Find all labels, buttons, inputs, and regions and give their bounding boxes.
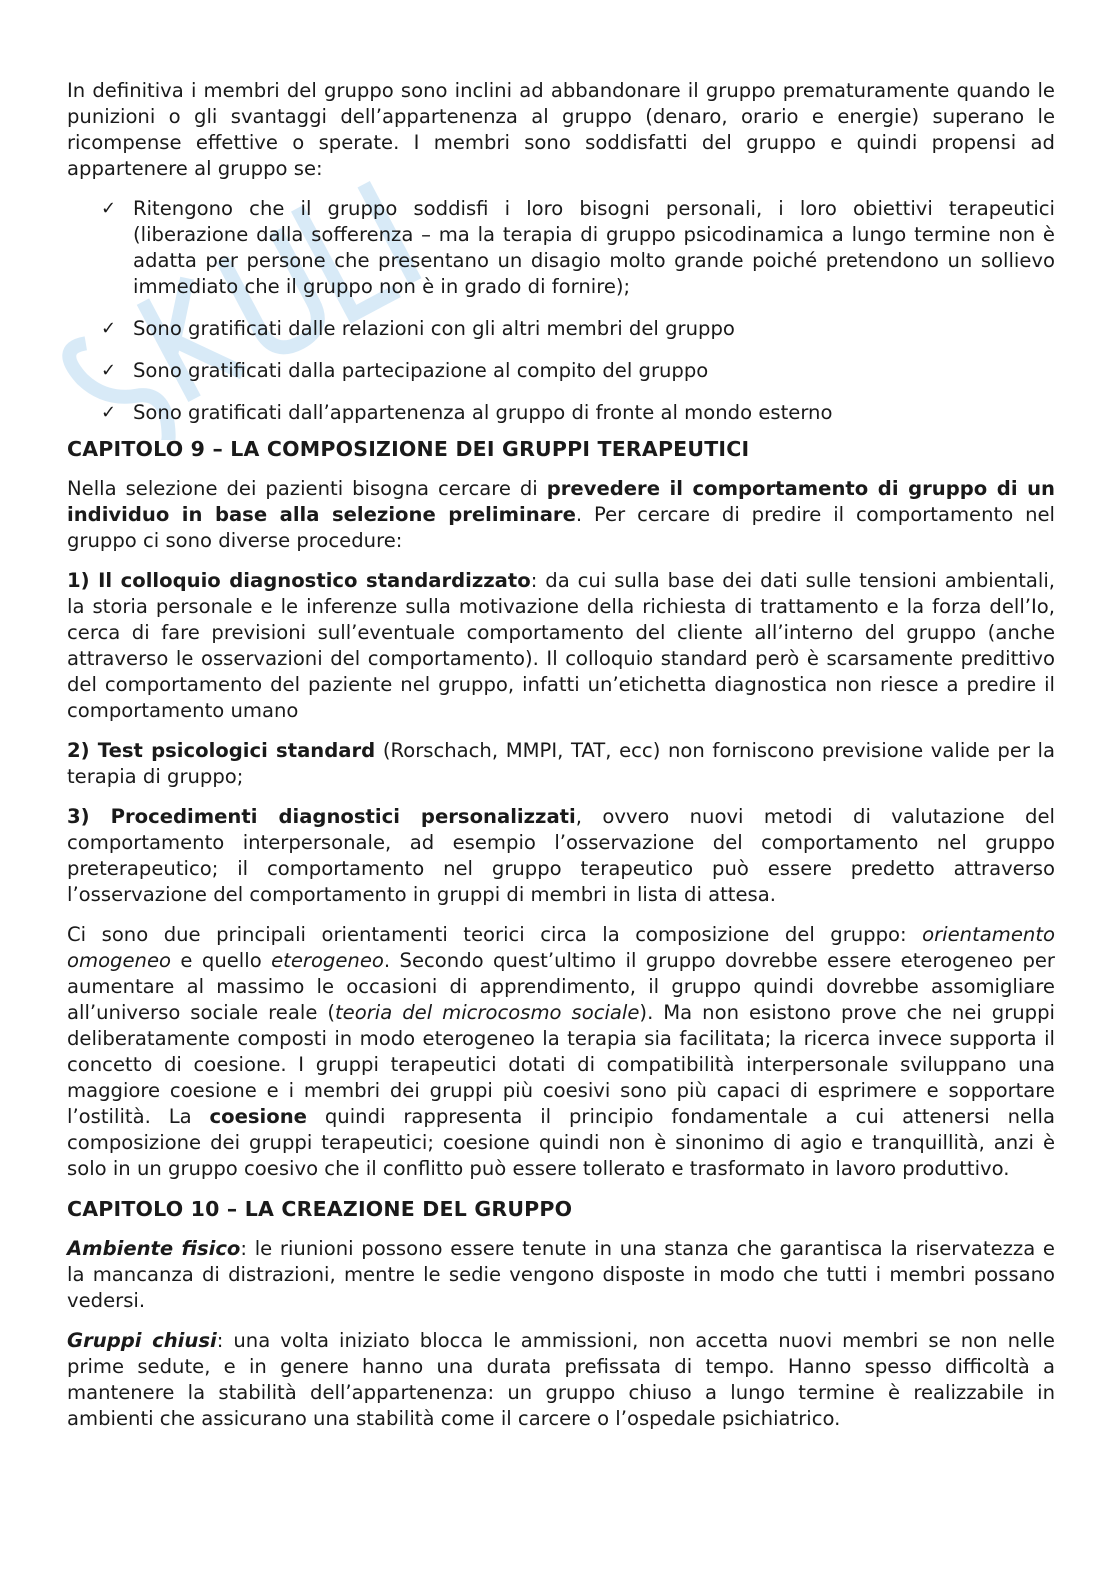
checkmark-icon: ✓ [101,360,117,381]
chapter-10-heading: CAPITOLO 10 – LA CREAZIONE DEL GRUPPO [67,1197,573,1221]
ch9-paragraph-test: 2) Test psicologici standard (Rorschach, MMPI, TAT, ecc) non forniscono previsione valide per la terapia di gruppo; [67,739,1056,788]
ch9-paragraph-procedimenti: 3) Procedimenti diagnostici personalizzati, ovvero nuovi metodi di valutazione del comportamento interpersonale, ad esempio l’osservazione del comportamento nel gruppo preterapeutico; il comportamento nel gruppo terapeutico può essere predetto attraverso l’osservazione del comportamento in gruppi di membri in lista di attesa. [67,805,1055,906]
list-item [67,400,1055,426]
list-item-text: Ritengono che il gruppo soddisfi i loro bisogni personali, i loro obiettivi terapeutici (liberazione dalla sofferenza – ma la terapia di gruppo psicodinamica a lungo termine non è adatta per persone che presentano un disagio molto grande poiché pretendono un sollievo immediato che il gruppo non è in grado di fornire); [133,197,1055,298]
list-item-text: Sono gratificati dall’appartenenza al gruppo di fronte al mondo esterno [133,401,833,424]
ch10-paragraph-ambiente: Ambiente fisico: le riunioni possono essere tenute in una stanza che garantisca la riservatezza e la mancanza di distrazioni, mentre le sedie vengono disposte in modo che tutti i membri possano vedersi. [67,1237,1055,1312]
intro-paragraph: In definitiva i membri del gruppo sono inclini ad abbandonare il gruppo prematuramente quando le punizioni o gli svantaggi dell’appartenenza al gruppo (denaro, orario e energie) superano le ricompense effettive o sperate. I membri sono soddisfatti del gruppo e quindi propensi ad appartenere al gruppo se: [67,79,1055,180]
list-item-text: Sono gratificati dalle relazioni con gli altri membri del gruppo [133,317,735,340]
checkmark-icon: ✓ [101,402,117,423]
ch10-paragraph-gruppi-chiusi: Gruppi chiusi: una volta iniziato blocca le ammissioni, non accetta nuovi membri se non nelle prime sedute, e in genere hanno una durata prefissata di tempo. Hanno spesso difficoltà a mantenere la stabilità dell’appartenenza: un gruppo chiuso a lungo termine è realizzabile in ambienti che assicurano una stabilità come il carcere o l’ospedale psichiatrico. [67,1329,1055,1430]
list-item-text: Sono gratificati dalla partecipazione al compito del gruppo [133,359,709,382]
ch9-paragraph-orientamenti: Ci sono due principali orientamenti teorici circa la composizione del gruppo: orientamento omogeneo e quello eterogeneo. Secondo quest’ultimo il gruppo dovrebbe essere eterogeneo per aumentare al massimo le occasioni di apprendimento, il gruppo quindi dovrebbe assomigliare all’universo sociale reale (teoria del microcosmo sociale). Ma non esistono prove che nei gruppi deliberatamente composti in modo eterogeneo la terapia sia facilitata; la ricerca invece supporta il concetto di coesione. I gruppi terapeutici dotati di compatibilità interpersonale sviluppano una maggiore coesione e i membri dei gruppi più coesivi sono più capaci di esprimere e sopportare l’ostilità. La coesione quindi rappresenta il principio fondamentale a cui attenersi nella composizione dei gruppi terapeutici; coesione quindi non è sinonimo di agio e tranquillità, anzi è solo in un gruppo coesivo che il conflitto può essere tollerato e trasformato in lavoro produttivo. [67,923,1055,1180]
checkmark-icon: ✓ [101,318,117,339]
document-page [67,78,1055,1446]
list-item [67,196,1055,300]
ch9-paragraph-colloquio: 1) Il colloquio diagnostico standardizzato: da cui sulla base dei dati sulle tensioni ambientali, la storia personale e le inferenze sulla motivazione della richiesta di trattamento e la forza dell’Io, cerca di fare previsioni sull’eventuale comportamento del cliente all’interno del gruppo (anche attraverso le osservazioni del comportamento). Il colloquio standard però è scarsamente predittivo del comportamento del paziente nel gruppo, infatti un’etichetta diagnostica non riesce a predire il comportamento umano [67,569,1056,722]
list-item [67,316,1055,342]
ch9-paragraph-selection: Nella selezione dei pazienti bisogna cercare di prevedere il comportamento di gruppo di un individuo in base alla selezione preliminare. Per cercare di predire il comportamento nel gruppo ci sono diverse procedure: [67,477,1055,552]
list-item [67,358,1055,384]
chapter-9-heading: CAPITOLO 9 – LA COMPOSIZIONE DEI GRUPPI TERAPEUTICI [67,437,750,461]
checkmark-icon: ✓ [101,198,117,219]
satisfaction-checklist [67,196,1055,426]
